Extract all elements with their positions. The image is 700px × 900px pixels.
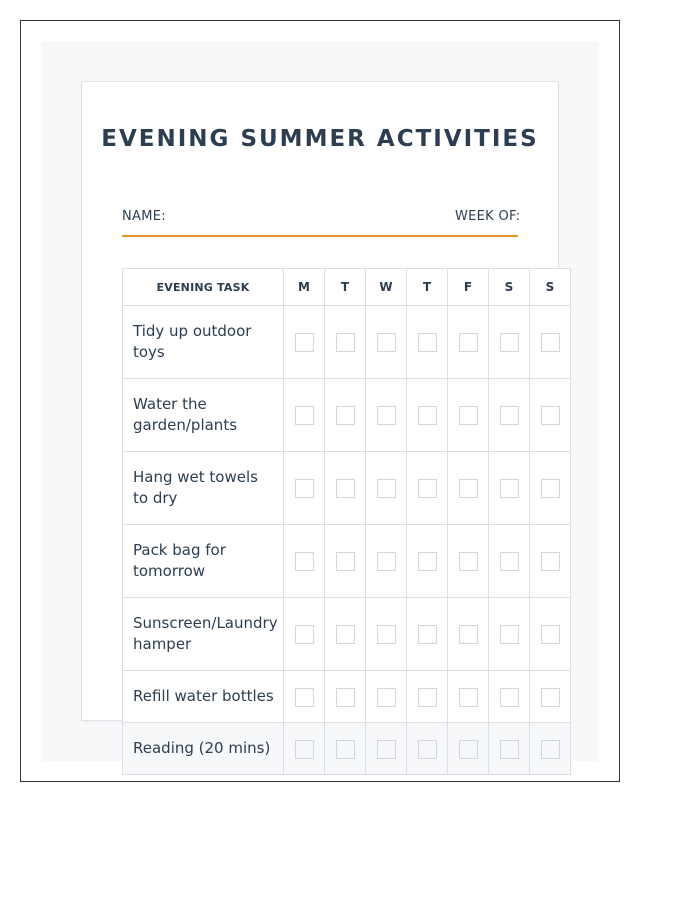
task-label: Pack bag for tomorrow — [123, 525, 284, 598]
checkbox[interactable] — [500, 479, 519, 498]
checkbox[interactable] — [295, 406, 314, 425]
checkbox[interactable] — [459, 625, 478, 644]
checkbox[interactable] — [418, 688, 437, 707]
checkbox[interactable] — [336, 740, 355, 759]
checkbox[interactable] — [295, 740, 314, 759]
checkbox[interactable] — [336, 625, 355, 644]
task-label: Hang wet towels to dry — [123, 452, 284, 525]
checkbox[interactable] — [541, 552, 560, 571]
name-label: NAME: — [122, 209, 166, 224]
checkbox[interactable] — [459, 552, 478, 571]
checkbox[interactable] — [377, 552, 396, 571]
task-table — [122, 268, 571, 775]
day-header-sat: S — [489, 269, 530, 306]
table-row — [123, 452, 571, 525]
task-column-header: EVENING TASK — [123, 269, 284, 306]
table-row — [123, 723, 571, 775]
checkbox[interactable] — [459, 479, 478, 498]
checkbox[interactable] — [377, 625, 396, 644]
checkbox[interactable] — [500, 740, 519, 759]
checkbox[interactable] — [541, 479, 560, 498]
checkbox[interactable] — [295, 333, 314, 352]
checkbox[interactable] — [295, 625, 314, 644]
checkbox[interactable] — [541, 625, 560, 644]
checkbox[interactable] — [295, 552, 314, 571]
checkbox[interactable] — [377, 740, 396, 759]
checkbox[interactable] — [541, 740, 560, 759]
checkbox[interactable] — [336, 552, 355, 571]
checkbox[interactable] — [377, 406, 396, 425]
sheet-title: EVENING SUMMER ACTIVITIES — [101, 126, 539, 152]
table-header-row — [123, 269, 571, 306]
checkbox[interactable] — [418, 740, 437, 759]
day-header-sun: S — [530, 269, 571, 306]
checkbox[interactable] — [336, 688, 355, 707]
checkbox[interactable] — [336, 406, 355, 425]
checkbox[interactable] — [541, 406, 560, 425]
checkbox[interactable] — [500, 552, 519, 571]
checkbox[interactable] — [459, 406, 478, 425]
checkbox[interactable] — [418, 406, 437, 425]
checkbox[interactable] — [377, 333, 396, 352]
day-header-mon: M — [284, 269, 325, 306]
checkbox[interactable] — [459, 688, 478, 707]
checkbox[interactable] — [500, 688, 519, 707]
table-row — [123, 598, 571, 671]
task-label: Refill water bottles — [123, 671, 284, 723]
checkbox[interactable] — [377, 688, 396, 707]
day-header-tue: T — [325, 269, 366, 306]
table-row — [123, 379, 571, 452]
day-header-fri: F — [448, 269, 489, 306]
task-label: Tidy up outdoor toys — [123, 306, 284, 379]
day-header-wed: W — [366, 269, 407, 306]
checkbox[interactable] — [500, 333, 519, 352]
week-of-label: WEEK OF: — [455, 209, 521, 224]
checkbox[interactable] — [500, 625, 519, 644]
task-label: Reading (20 mins) — [123, 723, 284, 775]
task-label: Water the garden/plants — [123, 379, 284, 452]
checkbox[interactable] — [418, 625, 437, 644]
day-header-thu: T — [407, 269, 448, 306]
name-line[interactable] — [122, 235, 518, 237]
checkbox[interactable] — [418, 479, 437, 498]
table-row — [123, 306, 571, 379]
checkbox[interactable] — [377, 479, 396, 498]
checkbox[interactable] — [295, 688, 314, 707]
checkbox[interactable] — [541, 688, 560, 707]
checkbox[interactable] — [459, 740, 478, 759]
checkbox[interactable] — [295, 479, 314, 498]
checkbox[interactable] — [500, 406, 519, 425]
table-row — [123, 525, 571, 598]
checkbox[interactable] — [336, 333, 355, 352]
checkbox[interactable] — [418, 552, 437, 571]
checkbox[interactable] — [459, 333, 478, 352]
table-row — [123, 671, 571, 723]
checkbox[interactable] — [541, 333, 560, 352]
checkbox[interactable] — [336, 479, 355, 498]
checkbox[interactable] — [418, 333, 437, 352]
task-label: Sunscreen/Laundry hamper — [123, 598, 284, 671]
